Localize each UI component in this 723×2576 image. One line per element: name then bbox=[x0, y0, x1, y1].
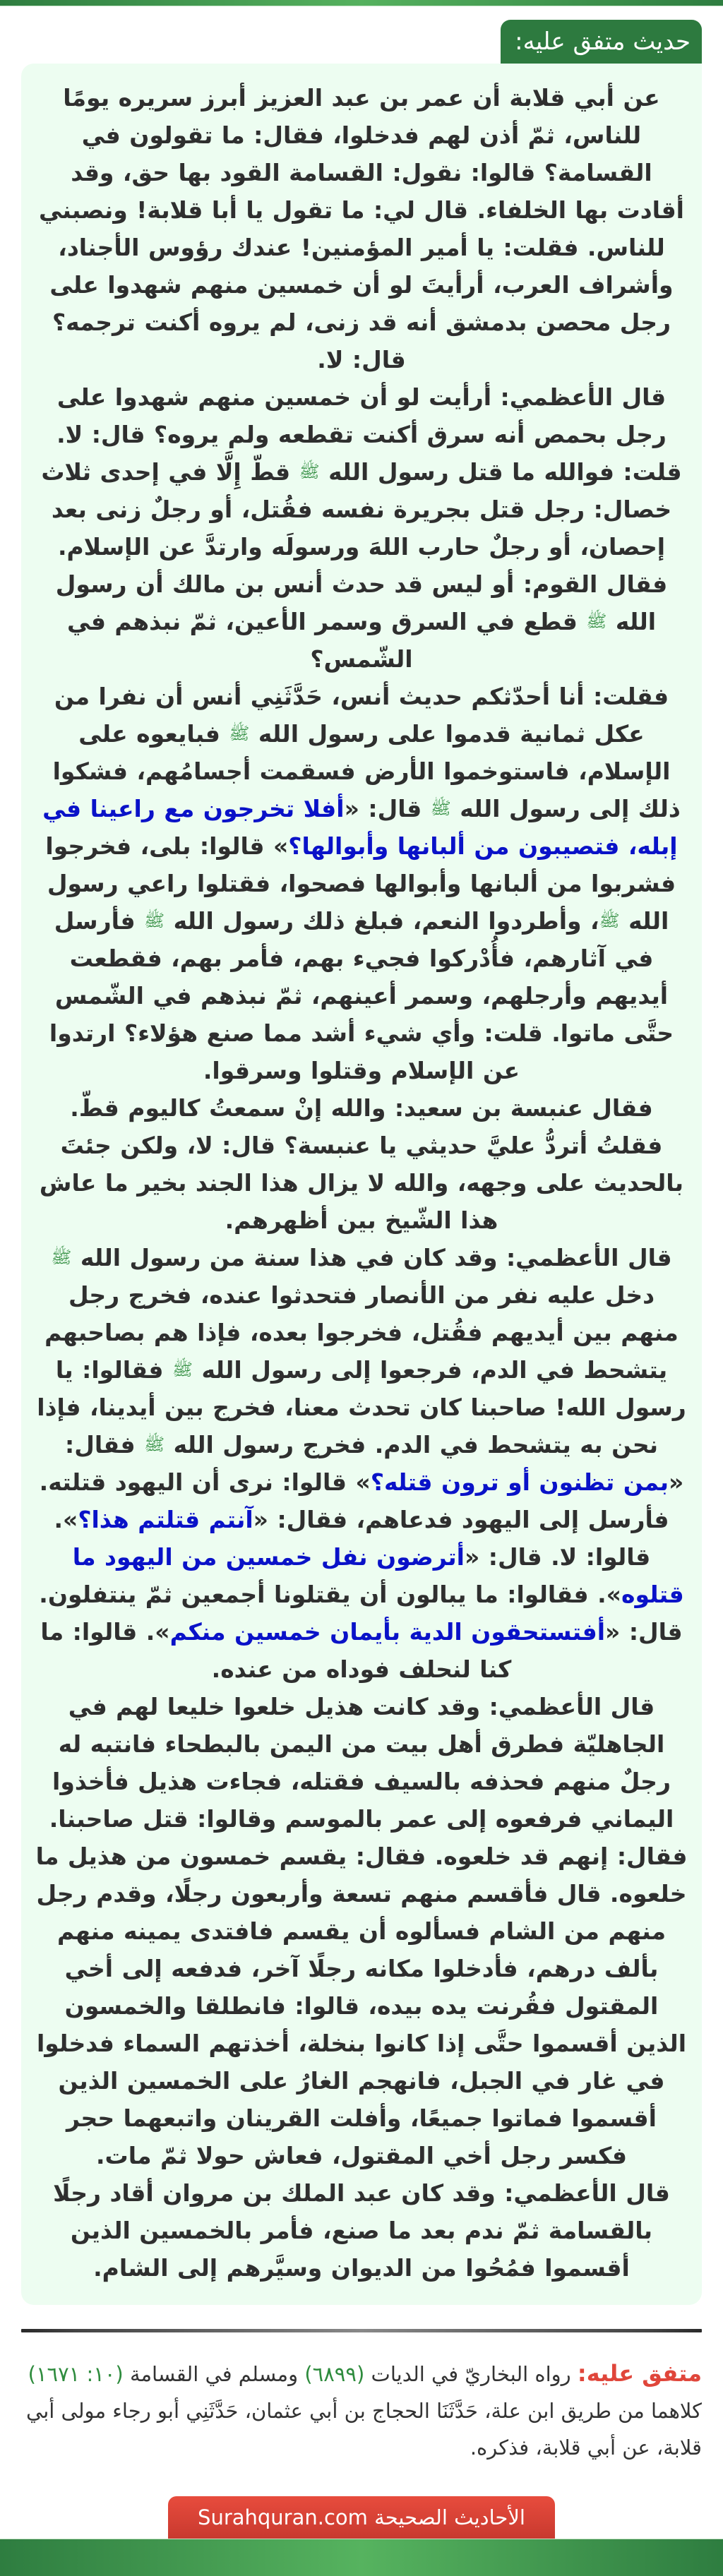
footer-badge-row bbox=[0, 2496, 723, 2539]
hadith-paragraph-3 bbox=[35, 678, 688, 1089]
site-badge-link[interactable]: الأحاديث الصحيحة Surahquran.com bbox=[168, 2496, 555, 2539]
bottom-decorative-bar bbox=[0, 2539, 723, 2576]
top-decorative-bar bbox=[0, 0, 723, 6]
prophet-quote: أترضون نفل خمسين من اليهود ما قتلوه bbox=[72, 1543, 684, 1608]
hadith-paragraph-4: فقال عنبسة بن سعيد: والله إنْ سمعتُ كاليوم قطّ. فقلتُ أتردُّ عليَّ حديثي يا عنبسة؟ قال: لا، ولكن جئتَ بالحديث على وجهه، والله لا يزال هذا الجند بخير ما عاش هذا الشّيخ بين أظهرهم. bbox=[39, 1094, 684, 1234]
prophet-quote: آنتم قتلتم هذا؟ bbox=[78, 1506, 253, 1533]
text-segment: قال: « bbox=[344, 795, 422, 822]
text-segment: ». فقالوا: ما يبالون أن يقتلونا أجمعين ثمّ ينتفلون. قال: « bbox=[39, 1581, 683, 1646]
text-segment: ». قالوا: ما كنا لنحلف فوداه من عنده. bbox=[40, 1618, 512, 1683]
text-segment: فقلت: أنا أحدّثكم حديث أنس، حَدَّثَنِي أنس أن نفرا من عكل ثمانية قدموا على رسول الله bbox=[54, 683, 669, 748]
salawat-icon: ﷺ bbox=[229, 724, 250, 743]
section-tag: حديث متفق عليه: bbox=[501, 20, 702, 64]
salawat-icon: ﷺ bbox=[586, 611, 607, 631]
source-reference-number: (٦٨٩٩) bbox=[304, 2362, 365, 2386]
source-label: متفق عليه: bbox=[577, 2360, 702, 2387]
source-text: ومسلم في القسامة bbox=[129, 2362, 299, 2386]
salawat-icon: ﷺ bbox=[599, 911, 620, 930]
text-segment: ». قالوا: لا. قال: « bbox=[54, 1506, 651, 1571]
salawat-icon: ﷺ bbox=[172, 1360, 193, 1379]
hadith-source bbox=[0, 2332, 723, 2466]
text-segment: فقال: « bbox=[65, 1431, 684, 1496]
hadith-paragraph-1: عن أبي قلابة أن عمر بن عبد العزيز أبرز سريره يومًا للناس، ثمّ أذن لهم فدخلوا، فقال: ما تقولون في القسامة؟ قالوا: نقول: القسامة القود بها حق، وقد أقادت بها الخلفاء. قال لي: ما تقول يا أبا قلابة! ونصبني للناس. فقلت: يا أمير المؤمنين! عندك رؤوس الأجناد، وأشراف العرب، أرأيتَ لو أن خمسين منهم شهدوا على رجل محصن بدمشق أنه قد زنى، لم يروه أكنت ترجمه؟ قال: لا. bbox=[38, 84, 684, 373]
hadith-paragraph-5 bbox=[35, 1239, 688, 1688]
salawat-icon: ﷺ bbox=[299, 462, 320, 481]
salawat-icon: ﷺ bbox=[144, 1434, 165, 1454]
source-text: رواه البخاريّ في الديات bbox=[371, 2362, 571, 2386]
salawat-icon: ﷺ bbox=[51, 1247, 72, 1267]
hadith-paragraph-6: قال الأعظمي: وقد كانت هذيل خلعوا خليعا لهم في الجاهليّة فطرق أهل بيت من اليمن بالبطحاء فانتبه له رجلٌ منهم فحذفه بالسيف فقتله، فجاءت هذيل فأخذوا اليماني فرفعوه إلى عمر بالموسم وقالوا: قتل صاحبنا. فقال: إنهم قد خلعوه. فقال: يقسم خمسون من هذيل ما خلعوه. قال فأقسم منهم تسعة وأربعون رجلًا، وقدم رجل منهم من الشام فسألوه أن يقسم فافتدى يمينه منهم بألف درهم، فأدخلوا مكانه رجلًا آخر، فدفعه إلى أخي المقتول فقُرنت يده بيده، قالوا: فانطلقا والخمسون الذين أقسموا حتَّى إذا كانوا بنخلة، أخذتهم السماء فدخلوا في غار في الجبل، فانهجم الغارُ على الخمسين الذين أقسموا فماتوا جميعًا، وأفلت القرينان واتبعهما حجر فكسر رجل أخي المقتول، فعاش حولا ثمّ مات. bbox=[35, 1693, 688, 2169]
hadith-paragraph-7: قال الأعظمي: وقد كان عبد الملك بن مروان أقاد رجلًا بالقسامة ثمّ ندم بعد ما صنع، فأمر بالخمسين الذين أقسموا فمُحُوا من الديوان وسيَّرهم إلى الشام. bbox=[53, 2179, 670, 2282]
hadith-section bbox=[0, 6, 723, 2305]
hadith-text-box bbox=[21, 64, 702, 2305]
prophet-quote: أفلا تخرجون مع راعينا في إبله، فتصيبون من ألبانها وأبوالها؟ bbox=[42, 795, 678, 860]
prophet-quote: أفتستحقون الدية بأيمان خمسين منكم bbox=[169, 1618, 606, 1646]
text-segment: فأرسل في آثارهم، فأُدْركوا فجيء بهم، فأمر بهم، فقطعت أيديهم وأرجلهم، وسمر أعينهم، ثمّ نبذهم في الشّمس حتَّى ماتوا. قلت: وأي شيء أشد مما صنع هؤلاء؟ ارتدوا عن الإسلام وقتلوا وسرقوا. bbox=[49, 907, 674, 1084]
section-tag-row bbox=[21, 20, 702, 64]
text-segment: فبايعوه على الإسلام، فاستوخموا الأرض فسقمت أجسامُهم، فشكوا ذلك إلى رسول الله bbox=[52, 720, 681, 822]
text-segment: قال الأعظمي: أرأيت لو أن خمسين منهم شهدوا على رجل بحمص أنه سرق أكنت تقطعه ولم يروه؟ قال: لا. قلت: فوالله ما قتل رسول الله bbox=[56, 383, 682, 486]
salawat-icon: ﷺ bbox=[144, 911, 165, 930]
text-segment: » قالوا: بلى، فخرجوا فشربوا من ألبانها وأبوالها فصحوا، فقتلوا راعي رسول الله bbox=[45, 832, 676, 935]
text-segment: دخل عليه نفر من الأنصار فتحدثوا عنده، فخرج رجل منهم بين أيديهم فقُتل، فخرجوا بعده، فإذا هم بصاحبهم يتشحط في الدم، فرجعوا إلى رسول الله bbox=[44, 1281, 679, 1384]
hadith-paragraph-2 bbox=[35, 378, 688, 678]
source-reference-number: (١٠: ١٦٧١) bbox=[28, 2362, 124, 2386]
text-segment: قطع في السرق وسمر الأعين، ثمّ نبذهم في الشّمس؟ bbox=[66, 608, 578, 673]
source-text: كلاهما من طريق ابن علة، حَدَّثَنَا الحجاج بن أبي عثمان، حَدَّثَنِي أبو رجاء مولى أبي قلابة، عن أبي قلابة، فذكره. bbox=[26, 2399, 702, 2460]
salawat-icon: ﷺ bbox=[430, 798, 451, 818]
text-segment: قال الأعظمي: وقد كان في هذا سنة من رسول الله bbox=[80, 1244, 672, 1271]
prophet-quote: بمن تظنون أو ترون قتله؟ bbox=[370, 1468, 669, 1496]
text-segment: فقالوا: يا رسول الله! صاحبنا كان تحدث معنا، فخرج بين أيدينا، فإذا نحن به يتشحط في الدم. فخرج رسول الله bbox=[37, 1356, 686, 1458]
text-segment: قطّ إِلَّا في إحدى ثلاث خصال: رجل قتل بجريرة نفسه فقُتل، أو رجلٌ زنى بعد إحصان، أو رجلٌ حارب اللهَ ورسولَه وارتدَّ عن الإسلام. فقال القوم: أو ليس قد حدث أنس بن مالك أن رسول الله bbox=[41, 458, 672, 635]
text-segment: ، وأطردوا النعم، فبلغ ذلك رسول الله bbox=[173, 907, 599, 935]
text-segment: » قالوا: نرى أن اليهود قتلته. فأرسل إلى اليهود فدعاهم، فقال: « bbox=[39, 1468, 669, 1533]
